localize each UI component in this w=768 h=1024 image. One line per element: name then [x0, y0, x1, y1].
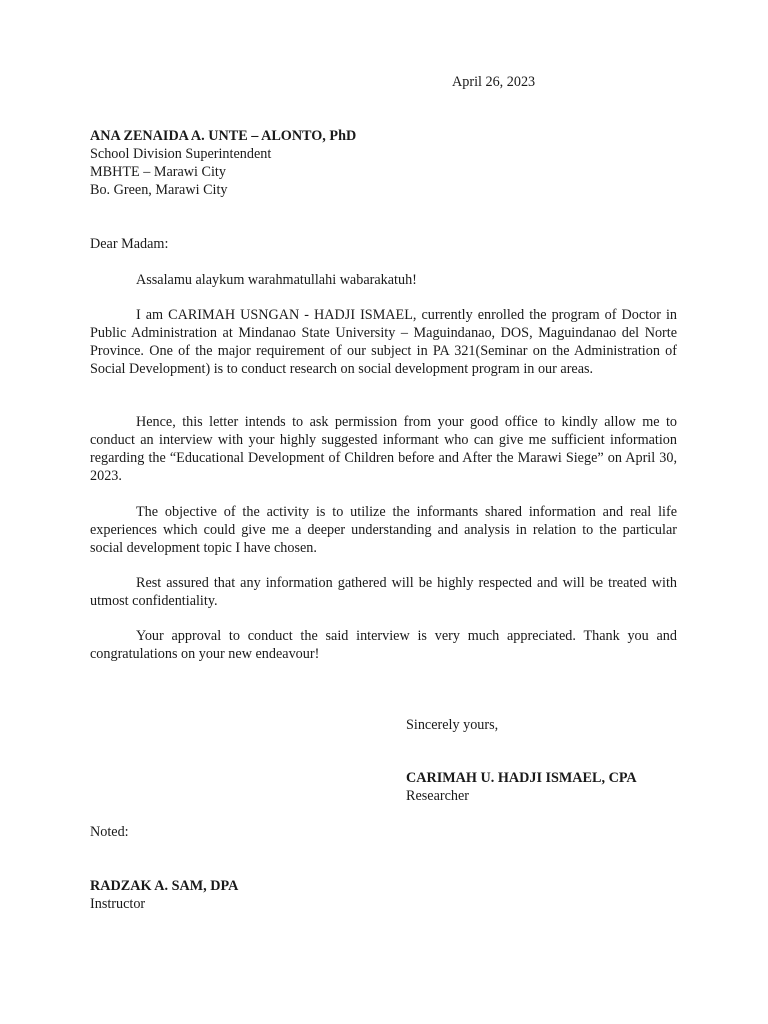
noted-label: Noted: [90, 824, 129, 840]
signer-role: Researcher [406, 788, 470, 804]
recipient-block [90, 127, 690, 199]
request-paragraph [90, 413, 677, 485]
objective-paragraph [90, 503, 677, 557]
noter-block [90, 877, 238, 913]
recipient-title: School Division Superintendent [90, 146, 272, 162]
letter-date: April 26, 2023 [452, 74, 536, 90]
paragraph-text: Rest assured that any information gathered will be highly respected and will be treated with utmost confidentiality. [90, 575, 677, 609]
noter-name: RADZAK A. SAM, DPA [90, 878, 239, 894]
salutation: Dear Madam: [90, 236, 169, 252]
recipient-org: MBHTE – Marawi City [90, 164, 226, 180]
confidentiality-paragraph [90, 574, 677, 610]
signer-name: CARIMAH U. HADJI ISMAEL, CPA [406, 770, 637, 786]
recipient-address: Bo. Green, Marawi City [90, 182, 228, 198]
paragraph-text: Assalamu alaykum warahmatullahi wabarakatuh! [136, 272, 417, 288]
recipient-name: ANA ZENAIDA A. UNTE – ALONTO, PhD [90, 128, 357, 144]
paragraph-text: Your approval to conduct the said interview is very much appreciated. Thank you and congratulations on your new endeavour! [90, 628, 677, 662]
intro-paragraph [90, 306, 677, 378]
noter-role: Instructor [90, 896, 146, 912]
paragraph-text: Hence, this letter intends to ask permission from your good office to kindly allow me to conduct an interview with your highly suggested informant who can give me sufficient information regarding the “Educational Development of Children before and After the Marawi Siege” on April 30, 2023. [90, 414, 677, 484]
greeting-paragraph [90, 271, 677, 289]
paragraph-text: The objective of the activity is to utilize the informants shared information and real life experiences which could give me a deeper understanding and analysis in relation to the particular social development topic I have chosen. [90, 504, 677, 556]
thanks-paragraph [90, 627, 677, 663]
signer-block [406, 769, 637, 805]
closing: Sincerely yours, [406, 717, 499, 733]
paragraph-text: I am CARIMAH USNGAN - HADJI ISMAEL, currently enrolled the program of Doctor in Public Administration at Mindanao State University – Maguindanao, DOS, Maguindanao del Norte Province. One of the major requirement of our subject in PA 321(Seminar on the Administration of Social Development) is to conduct research on social development program in our areas. [90, 307, 677, 377]
